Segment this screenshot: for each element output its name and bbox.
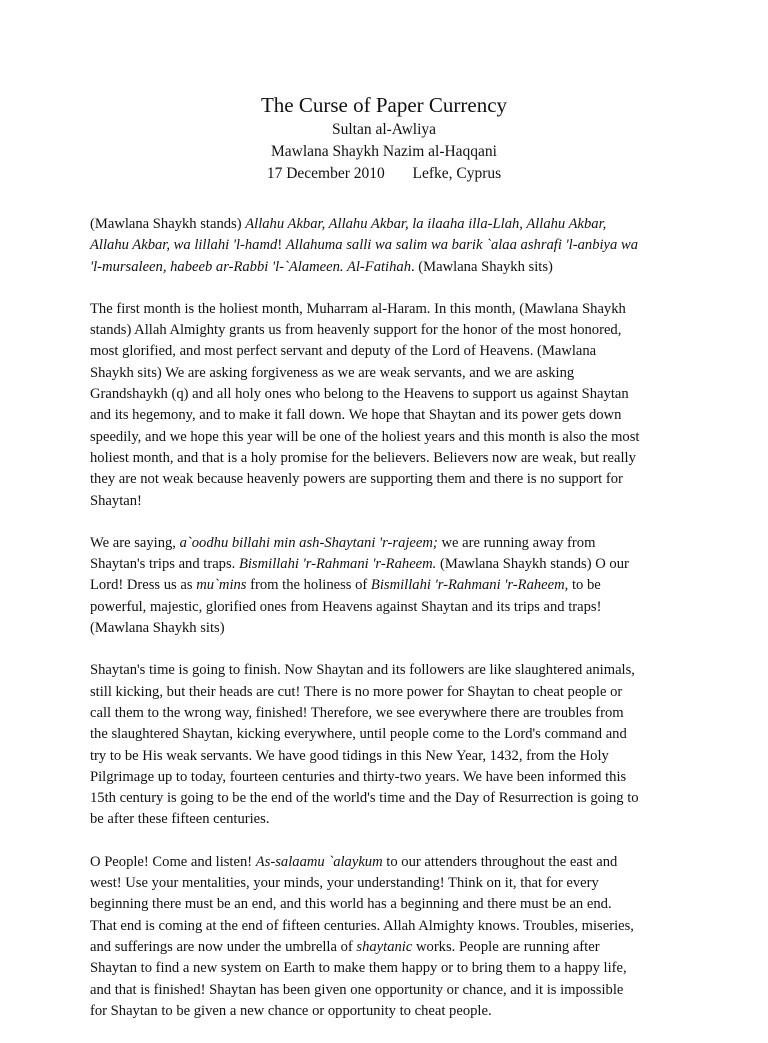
text-segment: 15th century is going to be the end of the world's time and the Day of Resurrection is going to <box>90 790 639 807</box>
date-location-line <box>0 163 768 185</box>
text-line <box>90 788 690 809</box>
text-line <box>90 618 690 639</box>
italic-text: Allahuma salli wa salim wa barik `alaa ashrafi 'l-anbiya wa <box>285 237 638 254</box>
text-line <box>90 341 690 362</box>
text-segment: (Mawlana Shaykh stands) O our <box>436 556 629 573</box>
text-line <box>90 660 690 681</box>
text-line <box>90 427 690 448</box>
text-line <box>90 1001 690 1022</box>
italic-text: Allahu Akbar, Allahu Akbar, la ilaaha illa-Llah, Allahu Akbar, <box>245 216 607 232</box>
text-segment: for Shaytan to be given a new chance or opportunity to cheat people. <box>90 1002 492 1019</box>
text-line <box>90 448 690 469</box>
italic-text: Bismillahi 'r-Rahmani 'r-Raheem <box>370 577 565 594</box>
text-line <box>90 533 690 554</box>
text-line <box>90 894 690 915</box>
text-line <box>90 597 690 618</box>
text-segment: most glorified, and most perfect servant and deputy of the Lord of Heavens. (Mawlana <box>90 343 597 360</box>
text-line <box>90 257 690 278</box>
text-segment: The first month is the holiest month, Muharram al-Haram. In this month, (Mawlana Shaykh <box>90 300 626 317</box>
paragraph <box>90 214 690 278</box>
text-segment: try to be His weak servants. We have good tidings in this New Year, 1432, from the Holy <box>90 747 609 764</box>
text-line <box>90 491 690 512</box>
text-segment: We are saying, <box>90 534 180 551</box>
author-line: Mawlana Shaykh Nazim al-Haqqani <box>271 143 497 160</box>
text-segment: they are not weak because heavenly powers are supporting them and there is no support for <box>90 471 623 488</box>
text-line <box>90 235 690 256</box>
text-line <box>90 299 690 320</box>
text-segment: still kicking, but their heads are cut! There is no more power for Shaytan to cheat people or <box>90 683 623 700</box>
text-segment: Shaytan's trips and traps. <box>90 556 239 573</box>
location: Lefke, Cyprus <box>412 165 502 182</box>
text-segment: be after these fifteen centuries. <box>90 811 270 828</box>
text-segment: west! Use your mentalities, your minds, your understanding! Think on it, that for every <box>90 875 599 892</box>
text-segment: That end is coming at the end of fifteen centuries. Allah Almighty knows. Troubles, miseries, <box>90 917 634 934</box>
text-segment: (Mawlana Shaykh stands) <box>90 216 246 232</box>
italic-text: Allahu Akbar, wa lillahi 'l-hamd <box>90 237 278 254</box>
text-segment: ! <box>277 237 286 254</box>
date: 17 December 2010 <box>266 165 385 182</box>
italic-text: 'l-mursaleen, habeeb ar-Rabbi 'l-`Alameen. Al-Fatihah <box>90 258 411 275</box>
text-line <box>90 405 690 426</box>
text-segment: Pilgrimage up to today, fourteen centuries and thirty-two years. We have been informed this <box>90 768 627 785</box>
text-segment: powerful, majestic, glorified ones from Heavens against Shaytan and its trips and traps! <box>90 598 602 615</box>
italic-text: Bismillahi 'r-Rahmani 'r-Raheem. <box>238 556 437 573</box>
text-segment: works. People are running after <box>412 938 600 955</box>
text-line <box>90 320 690 341</box>
text-segment: call them to the wrong way, finished! Therefore, we see everywhere there are troubles from <box>90 704 624 721</box>
text-line <box>90 937 690 958</box>
text-segment: Shaytan's time is going to finish. Now Shaytan and its followers are like slaughtered animals, <box>90 662 635 679</box>
text-line <box>90 767 690 788</box>
text-segment: Shaytan to find a new system on Earth to make them happy or to bring them to a happy life, <box>90 960 627 977</box>
text-line <box>90 682 690 703</box>
text-line <box>90 469 690 490</box>
paragraph <box>90 533 690 639</box>
text-segment: the slaughtered Shaytan, kicking everywhere, until people come to the Lord's command and <box>90 726 627 743</box>
italic-text: As-salaamu `alaykum <box>255 853 383 870</box>
text-line <box>90 746 690 767</box>
document-body <box>90 214 690 1043</box>
text-line <box>90 852 690 873</box>
text-line <box>90 363 690 384</box>
text-segment: we are running away from <box>437 534 596 551</box>
text-segment: , to be <box>564 577 601 594</box>
text-segment: . (Mawlana Shaykh sits) <box>411 258 553 275</box>
italic-text: mu`mins <box>196 577 247 594</box>
text-segment: stands) Allah Almighty grants us from heavenly support for the honor of the most honored, <box>90 322 622 339</box>
text-segment: and that is finished! Shaytan has been given one opportunity or chance, and it is impossible <box>90 981 624 998</box>
text-segment: to our attenders throughout the east and <box>382 853 618 870</box>
text-line <box>90 384 690 405</box>
text-line <box>90 214 690 235</box>
paragraph <box>90 660 690 830</box>
text-segment: Shaykh sits) We are asking forgiveness as we are weak servants, and we are asking <box>90 364 575 381</box>
text-segment: and its hegemony, and to make it fall down. We hope that Shaytan and its power gets down <box>90 407 622 424</box>
text-segment: (Mawlana Shaykh sits) <box>90 620 225 637</box>
text-line <box>90 703 690 724</box>
text-segment: Shaytan! <box>90 492 142 509</box>
text-segment: O People! Come and listen! <box>90 853 256 870</box>
subtitle: Sultan al-Awliya <box>331 121 437 138</box>
text-segment: holiest month, and that is a holy promise for the believers. Believers now are weak, but really <box>90 449 636 466</box>
text-line <box>90 575 690 596</box>
text-line <box>90 916 690 937</box>
paragraph <box>90 299 690 512</box>
text-line <box>90 958 690 979</box>
document-title: The Curse of Paper Currency <box>260 93 508 117</box>
text-segment: from the holiness of <box>246 577 371 594</box>
text-line <box>90 809 690 830</box>
text-segment: and sufferings are now under the umbrella of <box>90 938 357 955</box>
text-line <box>90 724 690 745</box>
text-segment: Lord! Dress us as <box>90 577 197 594</box>
text-segment: beginning there must be an end, and this world has a beginning and there must be an end. <box>90 896 612 913</box>
text-segment: speedily, and we hope this year will be one of the holiest years and this month is also the most <box>90 428 640 445</box>
italic-text: a`oodhu billahi min ash-Shaytani 'r-rajeem; <box>179 534 438 551</box>
text-line <box>90 554 690 575</box>
text-line <box>90 873 690 894</box>
text-segment: Grandshaykh (q) and all holy ones who belong to the Heavens to support us against Shaytan <box>90 386 629 403</box>
text-line <box>90 980 690 1001</box>
paragraph <box>90 852 690 1022</box>
italic-text: shaytanic <box>356 938 413 955</box>
